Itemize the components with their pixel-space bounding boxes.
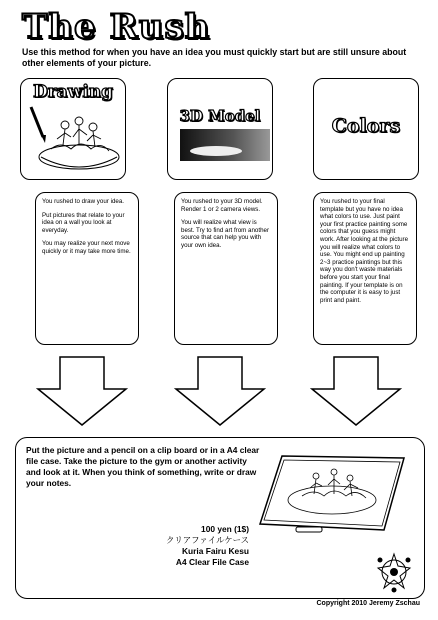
- page-title: The Rush: [22, 7, 211, 47]
- drawing-paragraph: Put pictures that relate to your idea on a wall you look at everyday.: [42, 211, 125, 234]
- drawing-sketch-illustration: [21, 79, 125, 179]
- japanese-name: クリアファイルケース: [166, 535, 249, 545]
- 3d-model-textbox: [174, 192, 278, 345]
- copyright: Copyright 2010 Jeremy Zschau: [316, 600, 420, 607]
- 3d-model-panel: [167, 78, 273, 180]
- drawing-textbox: [35, 192, 139, 345]
- english-name: A4 Clear File Case: [175, 557, 249, 567]
- drawing-paragraph: You rushed to draw your idea.: [42, 198, 124, 205]
- colors-label: Colors: [331, 115, 401, 137]
- logo-icon: [372, 550, 416, 594]
- colors-paragraph: You rushed to your final template but you have no idea what colors to use. Just paint your first practice painting some colors that you guess might work. After looking at the picture you will realize what colors to use. You might end up painting 2~3 practice paintings but this way you don't waste materials before you start your final painting. If your template is on the computer it is easy to just print and paint.: [320, 198, 409, 304]
- instruction-text: Put the picture and a pencil on a clip board or in a A4 clear file case. Take the picture to the gym or another activity and look at it. When you think of something, write or draw your notes.: [26, 445, 260, 488]
- 3d-render-image: [168, 79, 272, 179]
- down-arrow-icon: [310, 355, 402, 427]
- 3d-model-label: 3D Model: [179, 107, 261, 125]
- 3d-model-paragraph: You will realize what view is best. Try to find art from another source that can help you with your own idea.: [181, 219, 270, 249]
- intro-text: Use this method for when you have an idea you must quickly start but are still unsure about other elements of your picture.: [22, 47, 407, 68]
- file-case-illustration: [254, 450, 414, 542]
- drawing-paragraph: You may realize your next move quickly or it may take more time.: [42, 240, 131, 255]
- drawing-panel: [20, 78, 126, 180]
- colors-panel: [313, 78, 419, 180]
- clear-file-case-box: [15, 437, 425, 599]
- price-block: [166, 524, 249, 568]
- colors-textbox: [313, 192, 417, 345]
- down-arrow-icon: [174, 355, 266, 427]
- price-text: 100 yen (1$): [201, 524, 249, 534]
- romaji-name: Kuria Fairu Kesu: [181, 546, 249, 556]
- drawing-label: Drawing: [32, 82, 114, 102]
- 3d-model-paragraph: You rushed to your 3D model. Render 1 or 2 camera views.: [181, 198, 263, 213]
- down-arrow-icon: [36, 355, 128, 427]
